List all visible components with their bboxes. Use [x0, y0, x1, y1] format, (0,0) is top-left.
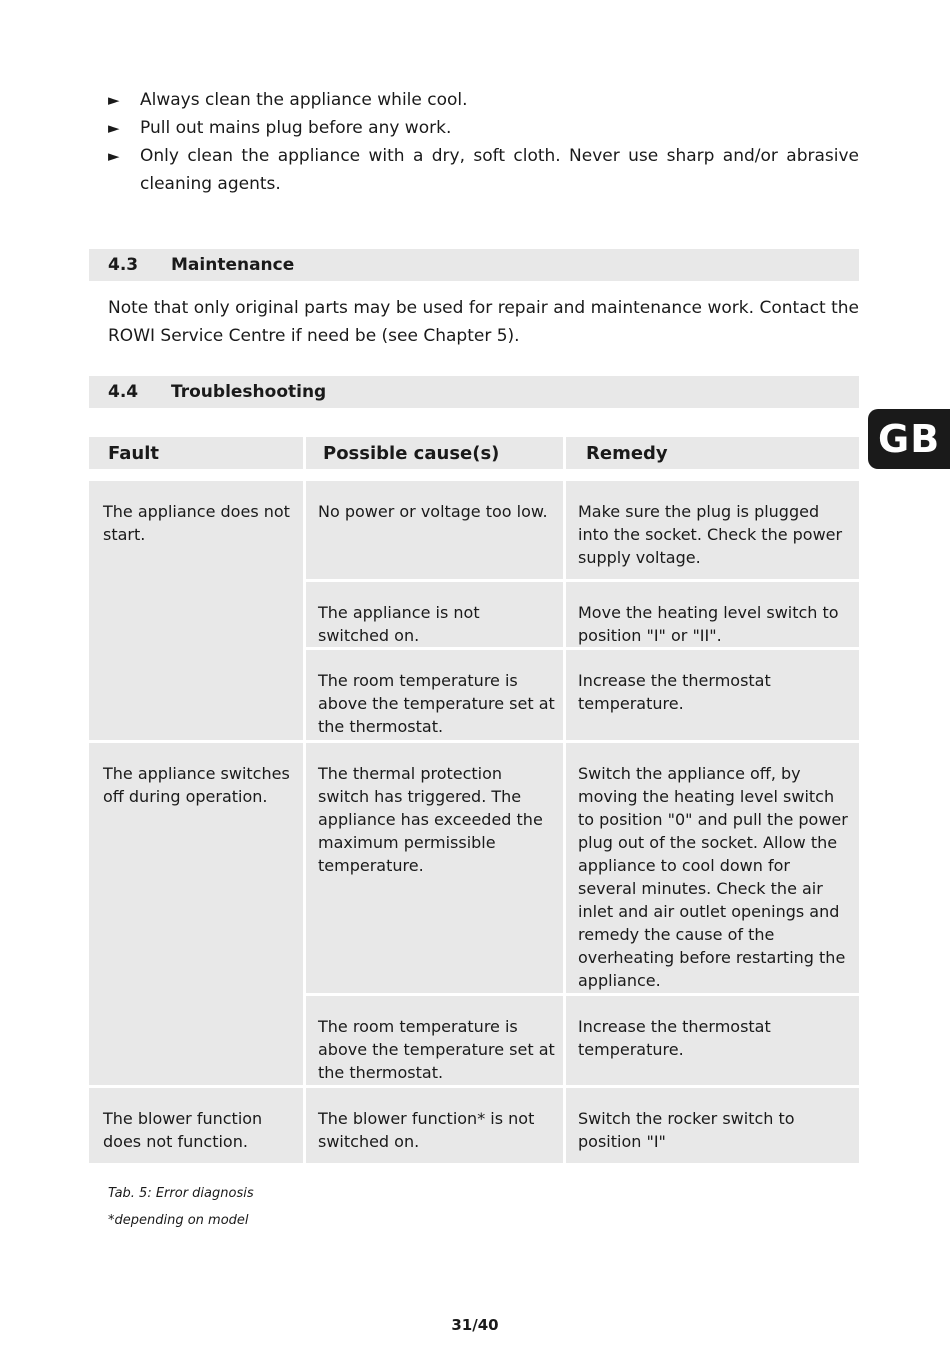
fault-cell: The blower function does not function.: [89, 1088, 303, 1163]
cause-cell: The room temperature is above the temperature set at the thermostat.: [306, 650, 563, 740]
maintenance-text: Note that only original parts may be used for repair and maintenance work. Contact the ROWI Service Centre if need be (see Chapter 5).: [108, 298, 859, 346]
remedy-cell: Increase the thermostat temperature.: [566, 650, 859, 740]
section-number: 4.4: [108, 382, 139, 402]
bullet-text: Always clean the appliance while cool.: [140, 90, 468, 110]
cause-cell: The blower function* is not switched on.: [306, 1088, 563, 1163]
header-cause: Possible cause(s): [306, 437, 563, 469]
language-tab: GB: [868, 409, 950, 469]
triangle-bullet-icon: ►: [108, 119, 120, 137]
bullet-item: [108, 142, 859, 198]
remedy-cell: Make sure the plug is plugged into the socket. Check the power supply voltage.: [566, 481, 859, 579]
remedy-cell: Switch the appliance off, by moving the heating level switch to position "0" and pull the power plug out of the socket. Allow the appliance to cool down for several minutes. Check the air inlet and air outlet openings and remedy the cause of the overheating before restarting the appliance.: [566, 743, 859, 993]
bullet-item: [108, 114, 859, 142]
section-title: Troubleshooting: [171, 382, 327, 402]
remedy-cell: Switch the rocker switch to position "I": [566, 1088, 859, 1163]
fault-cell: The appliance does not start.: [89, 481, 303, 740]
remedy-cell: Increase the thermostat temperature.: [566, 996, 859, 1085]
safety-bullet-list: [108, 86, 859, 198]
cause-cell: No power or voltage too low.: [306, 481, 563, 579]
maintenance-heading: [89, 249, 859, 281]
section-number: 4.3: [108, 255, 139, 275]
page-number: 31/40: [451, 1316, 499, 1334]
header-fault: Fault: [89, 437, 303, 469]
header-remedy: Remedy: [566, 437, 859, 469]
bullet-text: Pull out mains plug before any work.: [140, 118, 452, 138]
remedy-cell: Move the heating level switch to position "I" or "II".: [566, 582, 859, 647]
table-caption: Tab. 5: Error diagnosis: [108, 1186, 254, 1201]
bullet-text: Only clean the appliance with a dry, soft cloth. Never use sharp and/or abrasive cleaning agents.: [140, 146, 859, 194]
footnote: *depending on model: [108, 1213, 249, 1228]
cause-cell: The room temperature is above the temperature set at the thermostat.: [306, 996, 563, 1085]
bullet-item: [108, 86, 859, 114]
section-title: Maintenance: [171, 255, 295, 275]
triangle-bullet-icon: ►: [108, 91, 120, 109]
cause-cell: The thermal protection switch has triggered. The appliance has exceeded the maximum permissible temperature.: [306, 743, 563, 993]
cause-cell: The appliance is not switched on.: [306, 582, 563, 647]
fault-cell: The appliance switches off during operation.: [89, 743, 303, 1085]
troubleshooting-heading: [89, 376, 859, 408]
triangle-bullet-icon: ►: [108, 147, 120, 165]
